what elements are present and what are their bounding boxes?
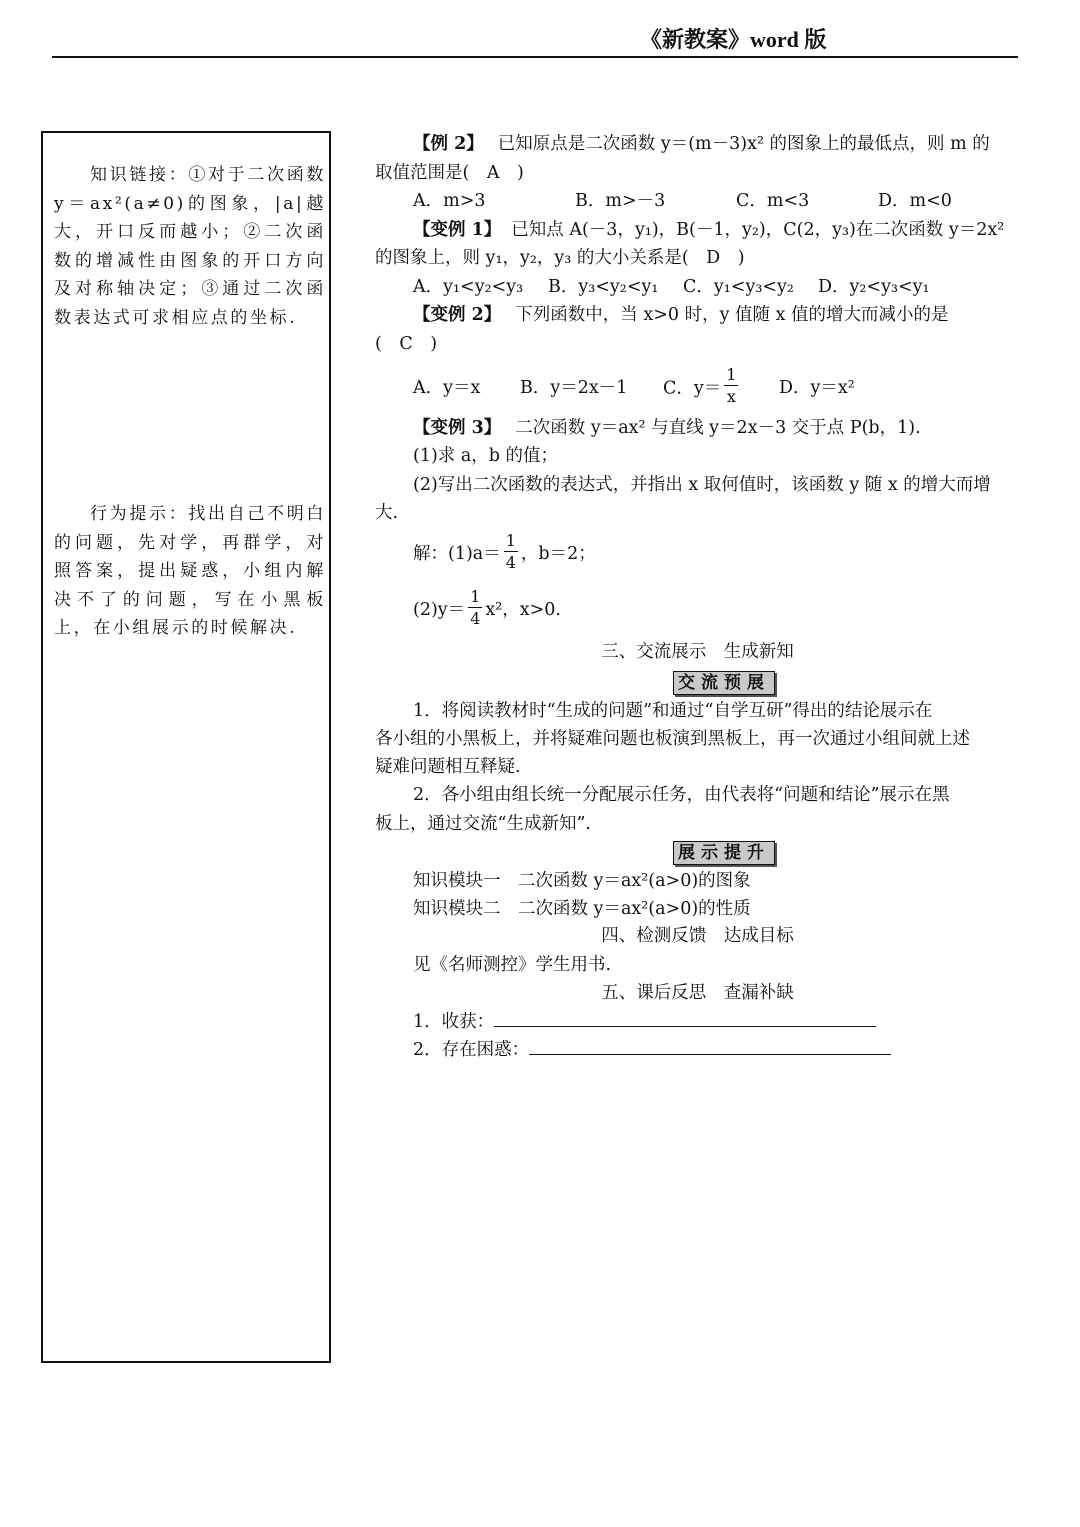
variant1-label: 【变例 1】 xyxy=(413,220,502,240)
variant1-line2: 的图象上，则 y₁，y₂，y₃ 的大小关系是( D ) xyxy=(375,248,745,268)
variant2-label: 【变例 2】 xyxy=(413,305,502,325)
example2-option-a: A．m>3 xyxy=(413,191,486,211)
variant3-q2-line1: (2)写出二次函数的表达式，并指出 x 取何值时，该函数 y 随 x 的增大而增 xyxy=(413,475,991,495)
variant2-options xyxy=(413,365,1058,406)
variant3-solution2: (2)y＝ $\frac{1}{4}$ x²，x>0. xyxy=(413,586,561,628)
behavior-tip-note: 行为提示：找出自己不明白的问题，先对学，再群学，对照答案，提出疑惑，小组内解决不了的问题，写在小黑板上，在小组展示的时候解决. xyxy=(54,504,326,639)
section3-heading: 三、交流展示 生成新知 xyxy=(601,642,794,662)
knowledge-link-note: 知识链接：①对于二次函数 y＝ax²(a≠0)的图象，|a|越大，开口反而越小；②二次函数的增减性由图象的开口方向及对称轴决定；③通过二次函数表达式可求相应点的坐标. xyxy=(54,165,326,328)
reflection-confusion: 2．存在困惑： xyxy=(413,1036,1058,1064)
variant3-solution1: 解：(1)a＝ $\frac{1}{4}$ ，b＝2； xyxy=(413,530,596,572)
section4-text: 见《名师测控》学生用书. xyxy=(413,955,612,975)
gain-blank-line xyxy=(494,1008,876,1027)
variant2-option-a: A．y＝x xyxy=(413,378,481,398)
variant1-options xyxy=(413,273,1058,301)
section3-p2-line1: 2．各小组由组长统一分配展示任务，由代表将“问题和结论”展示在黑 xyxy=(413,785,950,805)
example2-options xyxy=(413,187,1058,215)
confusion-blank-line xyxy=(529,1036,891,1055)
example2-option-d: D．m<0 xyxy=(878,191,952,211)
variant1-option-c: C．y₁<y₃<y₂ xyxy=(683,277,794,297)
variant2-line1: 【变例 2】 下列函数中，当 x>0 时，y 值随 x 值的增大而减小的是 xyxy=(413,305,949,325)
variant3-q1: (1)求 a，b 的值； xyxy=(413,446,559,466)
variant1-line1: 【变例 1】 已知点 A(－3，y₁)，B(－1，y₂)，C(2，y₃)在二次函数 y＝2x² xyxy=(413,220,1005,240)
variant2-fraction: $\frac{1}{x}$ xyxy=(726,365,737,406)
section5-heading: 五、课后反思 查漏补缺 xyxy=(601,983,794,1003)
document-title: 《新教案》word 版 xyxy=(640,27,827,52)
example2-option-c: C．m<3 xyxy=(736,191,810,211)
example2-line2: 取值范围是( A ) xyxy=(375,163,524,183)
example2-label: 【例 2】 xyxy=(413,134,484,154)
solution2-fraction: $\frac{1}{4}$ xyxy=(470,586,481,628)
variant3-q2-line2: 大. xyxy=(375,503,399,523)
section3-p1-line2: 各小组的小黑板上，并将疑难问题也板演到黑板上，再一次通过小组间就上述 xyxy=(375,729,970,749)
variant1-option-a: A．y₁<y₂<y₃ xyxy=(413,277,524,297)
solution1-fraction: $\frac{1}{4}$ xyxy=(505,530,516,572)
example2-line1: 【例 2】 已知原点是二次函数 y＝(m－3)x² 的图象上的最低点，则 m 的 xyxy=(413,134,990,154)
variant2-option-b: B．y＝2x－1 xyxy=(520,378,628,398)
display-improve-box: 展示提升 xyxy=(673,841,775,865)
section3-p1-line1: 1．将阅读教材时“生成的问题”和通过“自学互研”得出的结论展示在 xyxy=(413,701,933,721)
variant1-option-d: D．y₂<y₃<y₁ xyxy=(818,277,930,297)
variant2-option-d: D．y＝x² xyxy=(779,378,855,398)
variant2-line2: ( C ) xyxy=(375,334,438,354)
section3-p2-line2: 板上，通过交流“生成新知”. xyxy=(375,814,591,834)
knowledge-module-1: 知识模块一 二次函数 y＝ax²(a>0)的图象 xyxy=(413,871,751,891)
reflection-gain: 1．收获： xyxy=(413,1008,1058,1036)
knowledge-module-2: 知识模块二 二次函数 y＝ax²(a>0)的性质 xyxy=(413,899,751,919)
variant3-line1: 【变例 3】 二次函数 y＝ax² 与直线 y＝2x－3 交于点 P(b，1). xyxy=(413,418,921,438)
section4-heading: 四、检测反馈 达成目标 xyxy=(601,926,794,946)
section3-p1-line3: 疑难问题相互释疑. xyxy=(375,757,521,777)
variant1-option-b: B．y₃<y₂<y₁ xyxy=(548,277,659,297)
exchange-preview-box: 交流预展 xyxy=(673,671,775,695)
variant3-label: 【变例 3】 xyxy=(413,418,502,438)
header-rule xyxy=(52,56,1018,58)
example2-option-b: B．m>－3 xyxy=(575,191,666,211)
variant2-option-c: C．y＝ $\frac{1}{x}$ xyxy=(663,365,737,406)
